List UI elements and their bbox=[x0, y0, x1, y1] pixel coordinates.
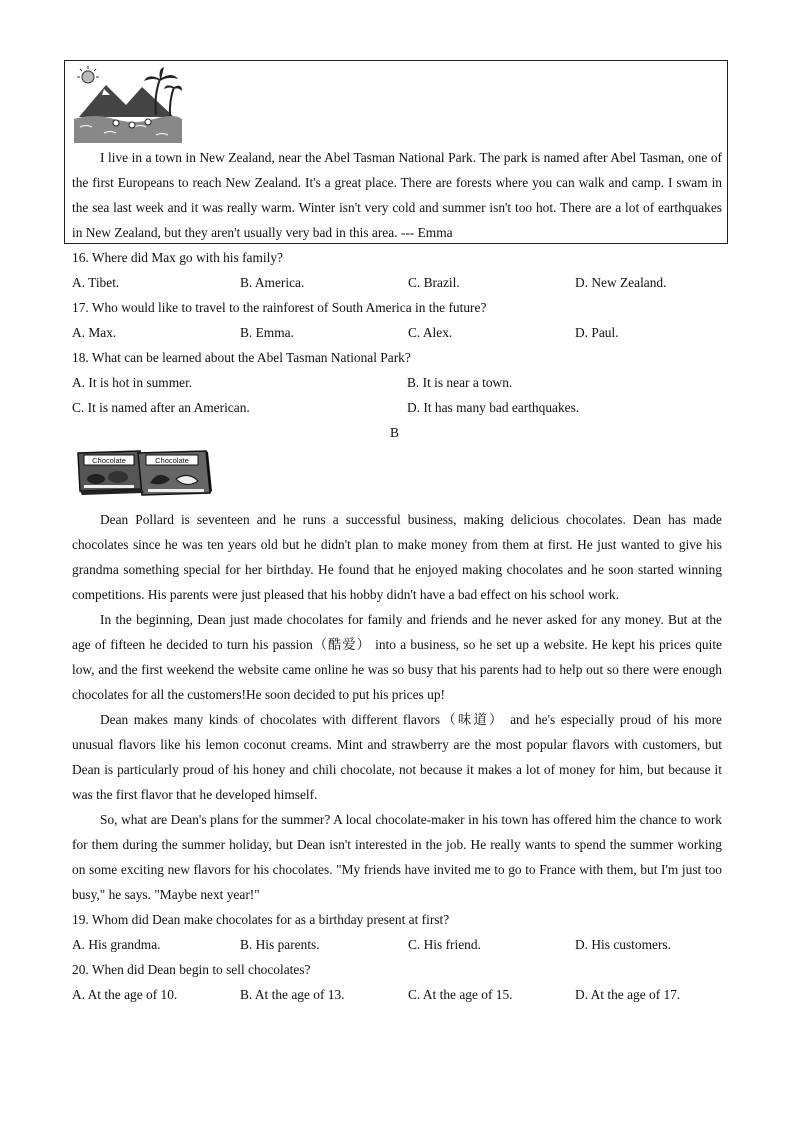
question-17-option-c[interactable]: C. Alex. bbox=[408, 325, 453, 340]
passage-b-paragraph-3: Dean makes many kinds of chocolates with different flavors（味道） and he's especially proud of his more unusual flavors like his lemon coconut creams. Mint and strawberry are the most popular flavors with customers, but Dean is particularly proud of his honey and chili chocolate, not because it makes a lot of money for him, but because it was the first flavor that he developed himself. bbox=[72, 712, 722, 802]
section-b-label: B bbox=[390, 425, 399, 440]
question-18-stem: 18. What can be learned about the Abel Tasman National Park? bbox=[72, 350, 411, 365]
question-20-option-a[interactable]: A. At the age of 10. bbox=[72, 987, 178, 1002]
chocolate-label-right: Chocolate bbox=[155, 456, 189, 465]
question-20-stem: 20. When did Dean begin to sell chocolates? bbox=[72, 962, 311, 977]
passage-b-paragraph-2: In the beginning, Dean just made chocolates for family and friends and he never asked for any money. But at the age of fifteen he decided to turn his passion（酷爱） into a business, so he set up a website. He kept his prices quite low, and the first weekend the website came online he was so busy that his parents had to help out so there were enough chocolates for all the customers!He soon decided to put his prices up! bbox=[72, 612, 722, 702]
question-19-option-b[interactable]: B. His parents. bbox=[240, 937, 320, 952]
island-beach-illustration bbox=[74, 65, 182, 145]
question-18-option-d[interactable]: D. It has many bad earthquakes. bbox=[407, 400, 580, 415]
question-16-option-d[interactable]: D. New Zealand. bbox=[575, 275, 667, 290]
question-17-option-a[interactable]: A. Max. bbox=[72, 325, 117, 340]
question-20-option-b[interactable]: B. At the age of 13. bbox=[240, 987, 345, 1002]
question-20-option-d[interactable]: D. At the age of 17. bbox=[575, 987, 681, 1002]
question-16-option-c[interactable]: C. Brazil. bbox=[408, 275, 460, 290]
passage-b-paragraph-1: Dean Pollard is seventeen and he runs a successful business, making delicious chocolates. Dean has made chocolates since he was ten years old but he didn't plan to make money from them at first. He just wanted to give his grandma something special for her birthday. He found that he enjoyed making chocolates and he soon started winning competitions. His parents were just pleased that his hobby didn't have a bad effect on his school work. bbox=[72, 512, 722, 602]
question-16-option-a[interactable]: A. Tibet. bbox=[72, 275, 120, 290]
passage-a-box bbox=[64, 60, 728, 244]
passage-b-paragraph-4: So, what are Dean's plans for the summer? A local chocolate-maker in his town has offered him the chance to work for them during the summer holiday, but Dean isn't interested in the job. He really wants to spend the summer working on some exciting new flavors for his chocolates. "My friends have invited me to go to France with them, but I'm just too busy," he says. "Maybe next year!" bbox=[72, 812, 722, 902]
question-17-stem: 17. Who would like to travel to the rainforest of South America in the future? bbox=[72, 300, 487, 315]
question-19-option-d[interactable]: D. His customers. bbox=[575, 937, 671, 952]
question-18-option-c[interactable]: C. It is named after an American. bbox=[72, 400, 250, 415]
question-18-option-a[interactable]: A. It is hot in summer. bbox=[72, 375, 193, 390]
passage-a-text: I live in a town in New Zealand, near the Abel Tasman National Park. The park is named after Abel Tasman, one of the first Europeans to reach New Zealand. It's a great place. There are forests where you can walk and camp. I swam in the sea last week and it was really warm. Winter isn't very cold and summer isn't too hot. There are a lot of earthquakes in New Zealand, but they aren't usually very bad in this area. --- Emma bbox=[72, 150, 722, 240]
question-19-stem: 19. Whom did Dean make chocolates for as a birthday present at first? bbox=[72, 912, 450, 927]
chocolate-label-left: Chocolate bbox=[92, 456, 126, 465]
chocolate-bars-illustration bbox=[76, 449, 212, 501]
question-16-stem: 16. Where did Max go with his family? bbox=[72, 250, 283, 265]
question-19-option-a[interactable]: A. His grandma. bbox=[72, 937, 161, 952]
question-20-option-c[interactable]: C. At the age of 15. bbox=[408, 987, 513, 1002]
question-19-option-c[interactable]: C. His friend. bbox=[408, 937, 481, 952]
question-16-option-b[interactable]: B. America. bbox=[240, 275, 305, 290]
question-17-option-b[interactable]: B. Emma. bbox=[240, 325, 294, 340]
passage-b-article bbox=[72, 507, 722, 907]
question-18-option-b[interactable]: B. It is near a town. bbox=[407, 375, 513, 390]
question-17-option-d[interactable]: D. Paul. bbox=[575, 325, 619, 340]
